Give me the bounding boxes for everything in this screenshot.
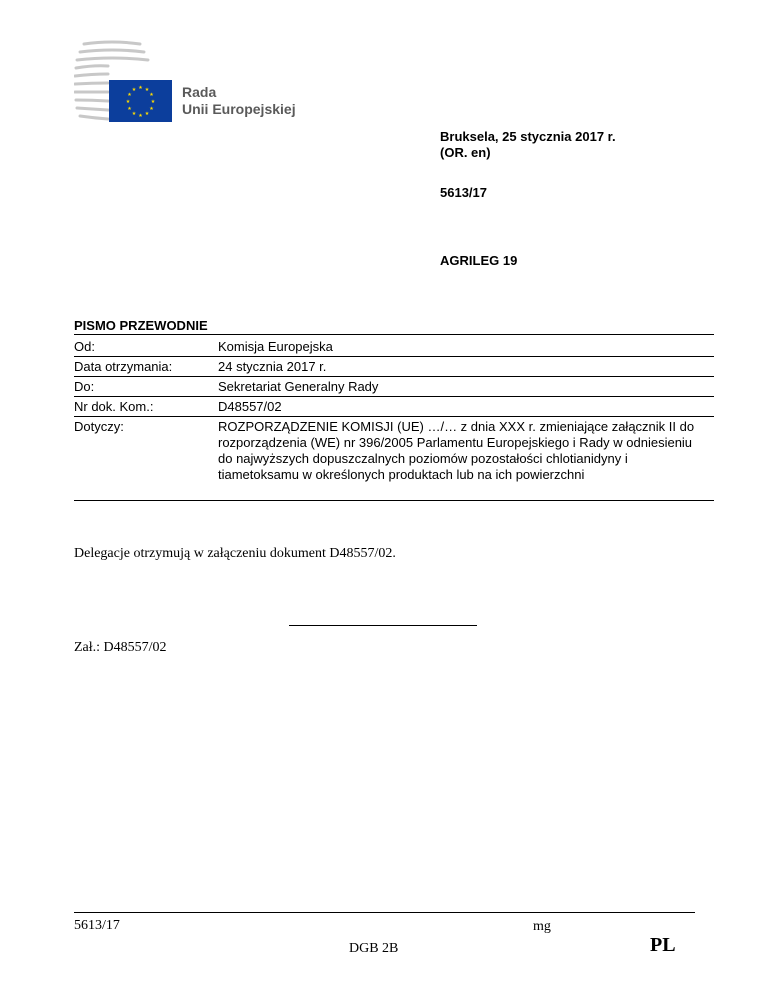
row-value: 24 stycznia 2017 r. <box>218 359 327 374</box>
cover-note-title: PISMO PRZEWODNIE <box>74 318 208 333</box>
row-value: D48557/02 <box>218 399 282 414</box>
svg-text:★: ★ <box>131 111 137 117</box>
svg-text:★: ★ <box>144 111 150 117</box>
footer-language: PL <box>650 934 676 956</box>
row-divider <box>74 356 714 357</box>
row-label: Od: <box>74 339 95 354</box>
footer-initials: mg <box>533 919 551 934</box>
svg-text:★: ★ <box>125 99 131 105</box>
svg-text:★: ★ <box>127 92 132 98</box>
original-language: (OR. en) <box>440 145 491 160</box>
footer-department: DGB 2B <box>349 941 399 956</box>
footer-doc-ref: 5613/17 <box>74 918 120 933</box>
place-date: Bruksela, 25 stycznia 2017 r. <box>440 129 616 144</box>
svg-text:★: ★ <box>150 99 156 105</box>
logo-line-1: Rada <box>182 84 217 100</box>
row-label: Data otrzymania: <box>74 359 173 374</box>
row-divider <box>74 396 714 397</box>
svg-text:★: ★ <box>131 87 137 93</box>
body-text: Delegacje otrzymują w załączeniu dokument D48557/02. <box>74 546 396 561</box>
logo-line-2: Unii Europejskiej <box>182 101 296 117</box>
row-label: Do: <box>74 379 95 394</box>
row-divider <box>74 416 714 417</box>
row-label: Nr dok. Kom.: <box>74 399 154 414</box>
document-number: 5613/17 <box>440 185 487 200</box>
footer-rule <box>74 912 695 913</box>
svg-text:★: ★ <box>138 85 143 91</box>
svg-text:★: ★ <box>149 92 154 98</box>
separator-line <box>289 625 477 626</box>
row-value: Komisja Europejska <box>218 339 333 354</box>
row-divider <box>74 376 714 377</box>
svg-text:★: ★ <box>138 113 143 119</box>
cover-bottom-rule <box>74 500 714 501</box>
cover-top-rule <box>74 334 714 335</box>
document-code: AGRILEG 19 <box>440 253 518 268</box>
row-value: Sekretariat Generalny Rady <box>218 379 379 394</box>
row-label: Dotyczy: <box>74 419 124 434</box>
row-value: ROZPORZĄDZENIE KOMISJI (UE) …/… z dnia XXX r. zmieniające załącznik II do rozporządzenia (WE) nr 396/2005 Parlamentu Europejskiego i Rady w odniesieniu do najwyższych dopuszczalnych poziomów pozostałości chlotianidyny i tiametoksamu w określonych produktach lub na ich powierzchni <box>218 419 695 482</box>
eu-flag-icon <box>109 80 172 122</box>
attachment-note: Zał.: D48557/02 <box>74 640 167 655</box>
council-logo-text <box>182 84 296 118</box>
svg-text:★: ★ <box>149 106 154 112</box>
svg-text:★: ★ <box>144 87 150 93</box>
svg-text:★: ★ <box>127 106 132 112</box>
